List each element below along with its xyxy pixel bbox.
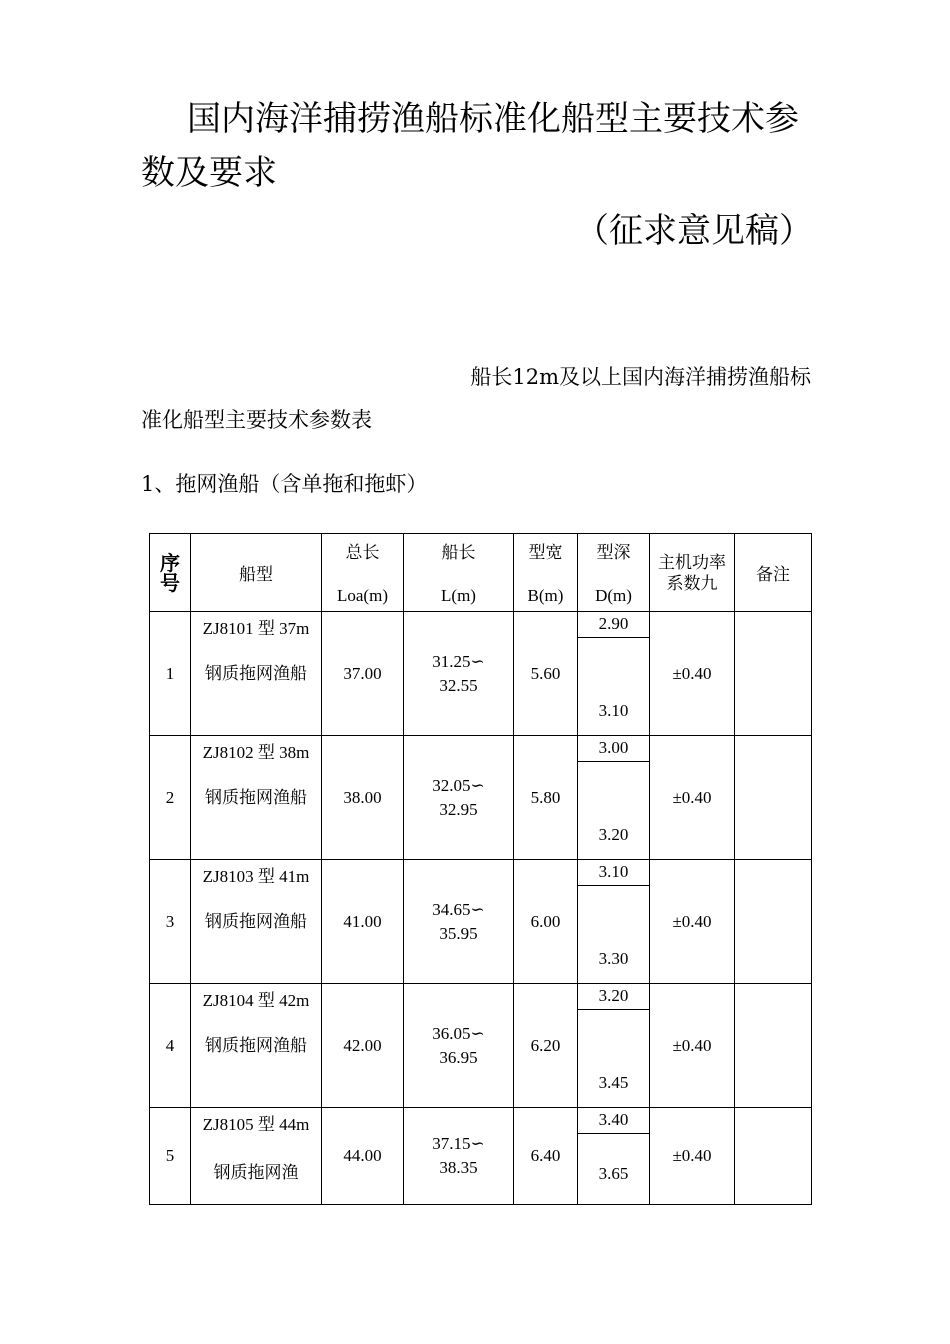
header-power-coefficient: 主机功率系数九 [650,534,735,612]
document-subtitle: （征求意见稿） [575,211,813,251]
table-row [150,860,812,984]
cell-power: ±0.40 [650,860,735,984]
cell-depth [578,612,650,736]
cell-depth [578,860,650,984]
depth-max: 3.65 [598,1164,629,1183]
section-heading: 1、拖网渔船（含单拖和拖虾） [141,472,428,496]
cell-ship-type [191,860,322,984]
header-ship-type: 船型 [191,534,322,612]
table-row [150,984,812,1108]
header-breadth [514,534,578,612]
cell-breadth: 5.80 [514,736,578,860]
cell-power: ±0.40 [650,736,735,860]
cell-length: 36.05∽ 36.95 [404,984,514,1108]
cell-breadth: 5.60 [514,612,578,736]
cell-breadth: 6.00 [514,860,578,984]
ship-description: 钢质拖网渔 [213,1163,299,1182]
depth-max: 3.10 [598,701,629,720]
ship-model: ZJ8101 型 37m [202,619,310,638]
cell-ship-type [191,612,322,736]
depth-max: 3.20 [598,825,629,844]
cell-seq: 4 [150,984,191,1108]
ship-model: ZJ8102 型 38m [202,743,310,762]
ship-model: ZJ8104 型 42m [202,991,310,1010]
header-length-cn: 船长 [441,543,476,562]
cell-remarks [735,860,812,984]
trawler-spec-table [149,533,812,1205]
cell-ship-type [191,736,322,860]
header-loa-unit: Loa(m) [337,586,388,605]
cell-depth [578,1108,650,1205]
cell-loa: 38.00 [322,736,404,860]
cell-length: 31.25∽ 32.55 [404,612,514,736]
cell-length: 34.65∽ 35.95 [404,860,514,984]
header-loa [322,534,404,612]
cell-loa: 41.00 [322,860,404,984]
header-breadth-unit: B(m) [527,586,564,605]
document-title: 国内海洋捕捞渔船标准化船型主要技术参数及要求 [141,99,799,193]
ship-model: ZJ8103 型 41m [202,867,310,886]
cell-seq: 3 [150,860,191,984]
cell-loa: 44.00 [322,1108,404,1205]
header-breadth-cn: 型宽 [528,543,563,562]
table-caption-line1: 船长12m及以上国内海洋捕捞渔船标 [470,365,811,389]
cell-seq: 5 [150,1108,191,1205]
header-loa-cn: 总长 [345,543,380,562]
cell-seq: 2 [150,736,191,860]
depth-min: 3.10 [578,860,649,886]
header-depth-unit: D(m) [595,586,632,605]
table-caption-line2: 准化船型主要技术参数表 [141,408,372,432]
cell-remarks [735,612,812,736]
header-length [404,534,514,612]
table-row [150,1108,812,1205]
cell-power: ±0.40 [650,1108,735,1205]
header-depth [578,534,650,612]
depth-max: 3.45 [598,1073,629,1092]
cell-loa: 42.00 [322,984,404,1108]
depth-min: 2.90 [578,612,649,638]
table-row [150,736,812,860]
ship-model: ZJ8105 型 44m [202,1115,310,1134]
cell-remarks [735,736,812,860]
ship-description: 钢质拖网渔船 [205,664,307,683]
depth-min: 3.20 [578,984,649,1010]
cell-seq: 1 [150,612,191,736]
cell-remarks [735,1108,812,1205]
cell-length: 37.15∽ 38.35 [404,1108,514,1205]
cell-power: ±0.40 [650,612,735,736]
cell-loa: 37.00 [322,612,404,736]
header-seq: 序号 [150,534,191,612]
depth-min: 3.00 [578,736,649,762]
header-length-unit: L(m) [441,586,476,605]
table-row [150,612,812,736]
cell-depth [578,984,650,1108]
cell-breadth: 6.40 [514,1108,578,1205]
cell-remarks [735,984,812,1108]
ship-description: 钢质拖网渔船 [205,1036,307,1055]
cell-depth [578,736,650,860]
header-depth-cn: 型深 [596,543,631,562]
depth-min: 3.40 [578,1108,649,1134]
cell-power: ±0.40 [650,984,735,1108]
cell-ship-type [191,984,322,1108]
cell-breadth: 6.20 [514,984,578,1108]
cell-ship-type [191,1108,322,1205]
depth-max: 3.30 [598,949,629,968]
ship-description: 钢质拖网渔船 [205,788,307,807]
table-header-row [150,534,812,612]
cell-length: 32.05∽ 32.95 [404,736,514,860]
header-remarks: 备注 [735,534,812,612]
ship-description: 钢质拖网渔船 [205,912,307,931]
